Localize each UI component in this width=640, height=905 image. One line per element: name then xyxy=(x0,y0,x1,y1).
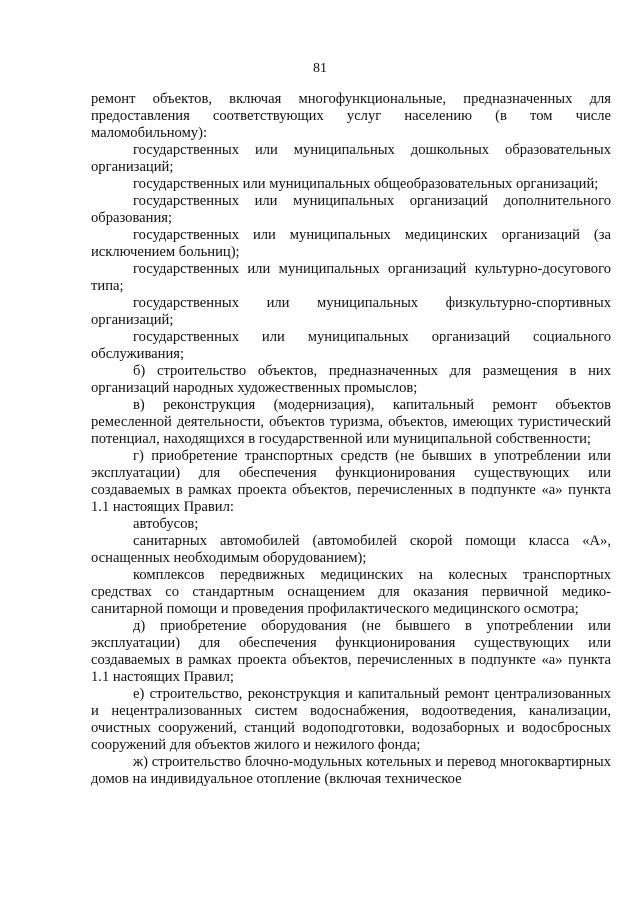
paragraph: автобусов; xyxy=(133,516,199,532)
paragraph: е) строительство, реконструкция и капитальный ремонт централизованных и нецентрализованных систем водоснабжения, водоотведения, канализации, очистных сооружений, станций водоподготовки, водозаборных и водосбросных сооружений для объектов жилого и нежилого фонда; xyxy=(91,686,611,753)
paragraph: государственных или муниципальных организаций культурно-досугового типа; xyxy=(91,261,611,294)
paragraph: в) реконструкция (модернизация), капитальный ремонт объектов ремесленной деятельности, объектов туризма, объектов, имеющих туристический потенциал, находящихся в государственной или муниципальной собственности; xyxy=(91,397,611,447)
paragraph: ремонт объектов, включая многофункциональные, предназначенных для предоставления соответствующих услуг населению (в том числе маломобильному): xyxy=(91,91,611,141)
paragraph: ж) строительство блочно-модульных котельных и перевод многоквартирных домов на индивидуальное отопление (включая техническое xyxy=(91,754,611,787)
paragraph: государственных или муниципальных организаций социального обслуживания; xyxy=(91,329,611,362)
paragraph: д) приобретение оборудования (не бывшего в употреблении или эксплуатации) для обеспечения функционирования существующих или создаваемых в рамках проекта объектов, перечисленных в подпункте «а» пункта 1.1 настоящих Правил; xyxy=(91,618,611,685)
paragraph: б) строительство объектов, предназначенных для размещения в них организаций народных художественных промыслов; xyxy=(91,363,611,396)
page-number: 81 xyxy=(313,61,327,76)
paragraph: государственных или муниципальных медицинских организаций (за исключением больниц); xyxy=(91,227,611,260)
paragraph: санитарных автомобилей (автомобилей скорой помощи класса «А», оснащенных необходимым оборудованием); xyxy=(91,533,611,566)
document-body xyxy=(91,91,611,788)
paragraph: комплексов передвижных медицинских на колесных транспортных средствах со стандартным оснащением для оказания первичной медико-санитарной помощи и проведения профилактического медицинского осмотра; xyxy=(91,567,611,617)
paragraph: г) приобретение транспортных средств (не бывших в употреблении или эксплуатации) для обеспечения функционирования существующих или создаваемых в рамках проекта объектов, перечисленных в подпункте «а» пункта 1.1 настоящих Правил: xyxy=(91,448,611,515)
paragraph: государственных или муниципальных дошкольных образовательных организаций; xyxy=(91,142,611,175)
paragraph: государственных или муниципальных организаций дополнительного образования; xyxy=(91,193,611,226)
paragraph: государственных или муниципальных общеобразовательных организаций; xyxy=(133,176,599,192)
paragraph: государственных или муниципальных физкультурно-спортивных организаций; xyxy=(91,295,611,328)
